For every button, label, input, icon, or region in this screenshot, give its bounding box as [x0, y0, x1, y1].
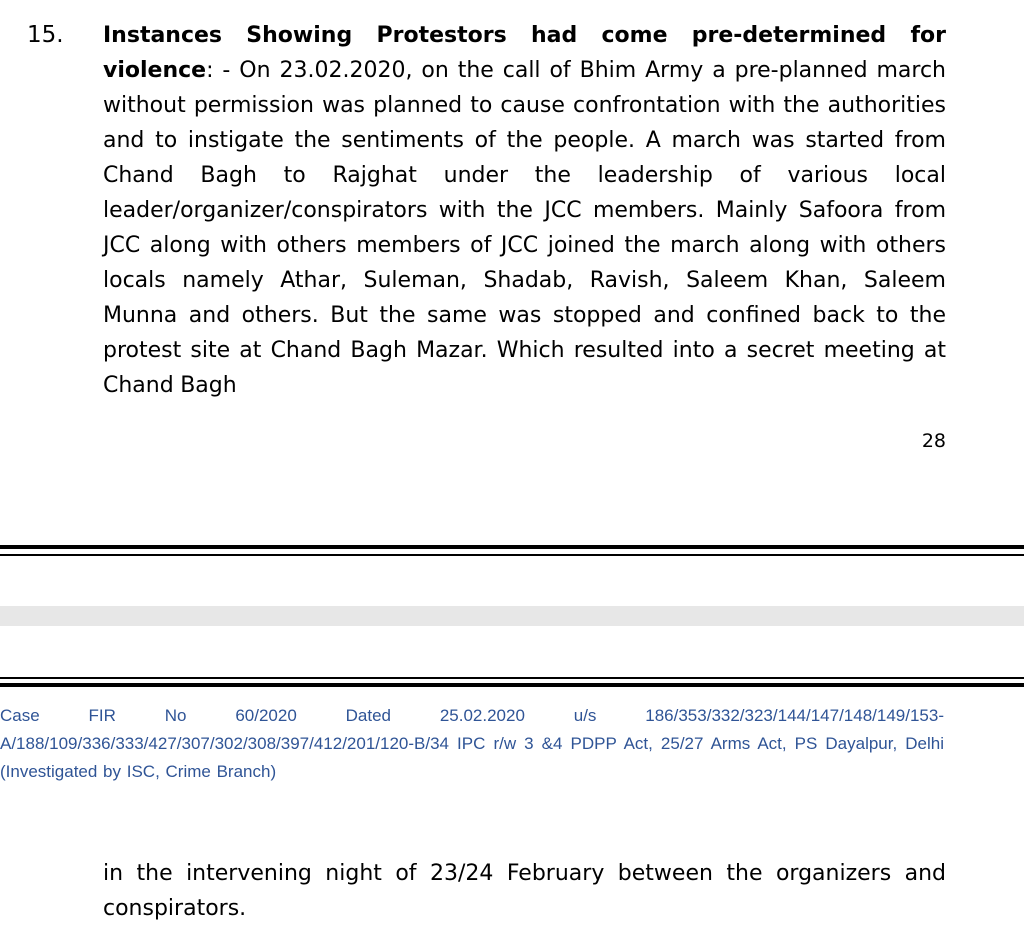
page-gap	[0, 606, 1024, 626]
paragraph-number: 15.	[27, 22, 64, 48]
paragraph-heading: Instances Showing Protestors had come pre-determined for violence	[103, 23, 946, 83]
page-break-rule-top	[0, 545, 1024, 549]
page-break-rule-bottom	[0, 683, 1024, 687]
case-footer: Case FIR No 60/2020 Dated 25.02.2020 u/s 186/353/332/323/144/147/148/149/153-A/188/109/336/333/427/307/302/308/397/412/201/120-B/34 IPC r/w 3 &4 PDPP Act, 25/27 Arms Act, PS Dayalpur, Delhi (Investigated by ISC, Crime Branch)	[0, 706, 944, 781]
page-break-rule-top-thin	[0, 554, 1024, 556]
page-break-rule-bottom-thin	[0, 677, 1024, 679]
page-number: 28	[921, 430, 946, 452]
paragraph-continuation: in the intervening night of 23/24 February between the organizers and conspirators.	[103, 861, 946, 921]
paragraph-body: : - On 23.02.2020, on the call of Bhim Army a pre-planned march without permission was planned to cause confrontation with the authorities and to instigate the sentiments of the people. A march was started from Chand Bagh to Rajghat under the leadership of various local leader/organizer/conspirators with the JCC members. Mainly Safoora from JCC along with others members of JCC joined the march along with others locals namely Athar, Suleman, Shadab, Ravish, Saleem Khan, Saleem Munna and others. But the same was stopped and confined back to the protest site at Chand Bagh Mazar. Which resulted into a secret meeting at Chand Bagh	[103, 58, 946, 398]
paragraph-15	[103, 18, 946, 403]
